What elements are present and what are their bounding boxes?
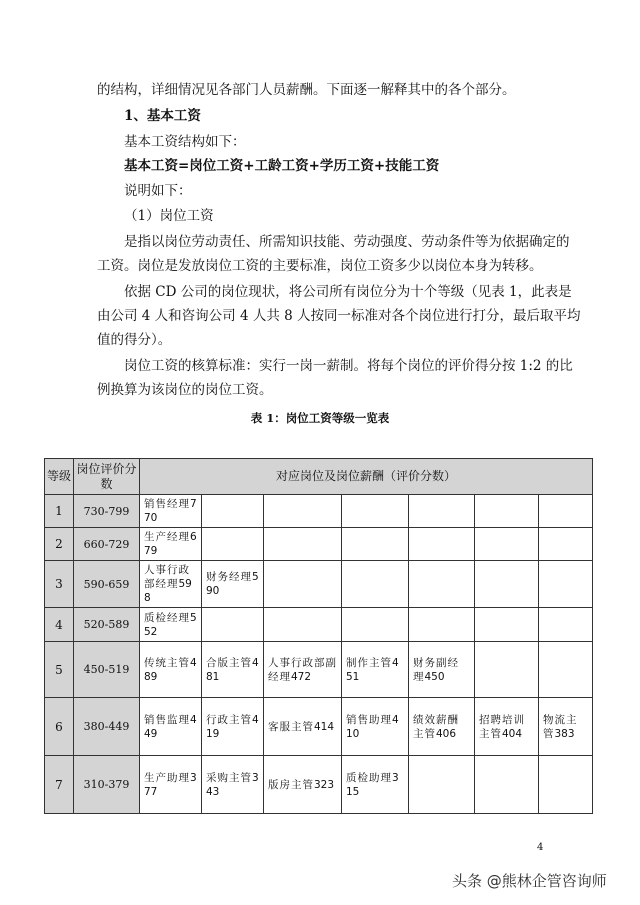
position-cell xyxy=(140,528,202,561)
range-cell: 730-799 xyxy=(74,495,140,528)
position-cell xyxy=(202,561,264,608)
position-score: 481 xyxy=(206,656,259,683)
level-cell: 4 xyxy=(45,608,74,642)
range-cell: 590-659 xyxy=(74,561,140,608)
header-range: 岗位评价分数 xyxy=(74,459,140,495)
level-cell: 2 xyxy=(45,528,74,561)
position-cell xyxy=(140,608,202,642)
position-name: 客服主管 xyxy=(268,720,314,733)
header-positions: 对应岗位及岗位薪酬（评价分数） xyxy=(140,459,593,495)
position-name: 采购主管 xyxy=(206,771,252,784)
position-score: 383 xyxy=(554,727,575,740)
position-cell xyxy=(409,495,475,528)
position-cell xyxy=(475,561,539,608)
table-row xyxy=(45,528,593,561)
position-cell xyxy=(409,698,475,756)
position-cell xyxy=(140,495,202,528)
level-cell: 5 xyxy=(45,642,74,698)
position-cell xyxy=(342,608,409,642)
position-score: 679 xyxy=(144,531,197,557)
position-name: 生产助理 xyxy=(144,771,190,784)
position-score: 590 xyxy=(206,571,259,597)
position-cell xyxy=(539,608,593,642)
position-cell xyxy=(264,528,342,561)
position-cell xyxy=(342,495,409,528)
position-cell xyxy=(202,608,264,642)
position-cell xyxy=(140,561,202,608)
position-cell xyxy=(475,495,539,528)
position-cell xyxy=(475,608,539,642)
position-name: 招聘培训主管 xyxy=(479,713,525,740)
paragraph: 例换算为该岗位的岗位工资。 xyxy=(97,382,273,398)
position-name: 销售经理 xyxy=(144,498,190,510)
position-cell xyxy=(202,756,264,814)
position-score: 451 xyxy=(346,656,399,683)
position-cell xyxy=(342,561,409,608)
level-cell: 3 xyxy=(45,561,74,608)
position-cell xyxy=(342,698,409,756)
salary-grade-table xyxy=(44,458,593,814)
paragraph: 岗位工资的核算标准：实行一岗一薪制。将每个岗位的评价得分按 1:2 的比 xyxy=(124,358,573,374)
table-row xyxy=(45,561,593,608)
position-cell xyxy=(264,642,342,698)
position-name: 传统主管 xyxy=(144,656,190,669)
position-cell xyxy=(475,756,539,814)
paragraph: 的结构，详细情况见各部门人员薪酬。下面逐一解释其中的各个部分。 xyxy=(97,82,516,98)
position-cell xyxy=(140,756,202,814)
position-name: 人事行政部副经理 xyxy=(268,656,337,683)
paragraph: 基本工资结构如下： xyxy=(124,134,246,150)
position-cell xyxy=(202,698,264,756)
table-caption: 表 1：岗位工资等级一览表 xyxy=(250,411,390,425)
table-row xyxy=(45,698,593,756)
range-cell: 450-519 xyxy=(74,642,140,698)
table-row xyxy=(45,642,593,698)
position-cell xyxy=(539,698,593,756)
position-score: 472 xyxy=(291,670,312,683)
position-cell xyxy=(264,756,342,814)
position-score: 419 xyxy=(206,713,259,740)
position-cell xyxy=(264,608,342,642)
level-cell: 1 xyxy=(45,495,74,528)
position-cell xyxy=(342,756,409,814)
position-score: 406 xyxy=(436,727,457,740)
position-cell xyxy=(409,608,475,642)
position-score: 449 xyxy=(144,713,197,740)
position-cell xyxy=(409,756,475,814)
level-cell: 6 xyxy=(45,698,74,756)
position-name: 绩效薪酬主管 xyxy=(413,713,459,740)
position-name: 质检经理 xyxy=(144,611,190,624)
position-cell xyxy=(539,528,593,561)
position-name: 销售监理 xyxy=(144,713,190,726)
position-cell xyxy=(539,561,593,608)
position-cell xyxy=(475,642,539,698)
position-score: 343 xyxy=(206,771,259,798)
paragraph: 由公司 4 人和咨询公司 4 人共 8 人按同一标准对各个岗位进行打分，最后取平均 xyxy=(97,308,581,324)
position-name: 行政主管 xyxy=(206,713,252,726)
position-cell xyxy=(409,528,475,561)
position-score: 598 xyxy=(144,578,192,604)
position-score: 404 xyxy=(502,727,523,740)
section-heading: 1、基本工资 xyxy=(124,108,201,124)
position-cell xyxy=(140,698,202,756)
position-score: 552 xyxy=(144,611,197,638)
position-score: 770 xyxy=(144,498,197,524)
range-cell: 660-729 xyxy=(74,528,140,561)
table-row xyxy=(45,495,593,528)
position-name: 质检助理 xyxy=(346,771,392,784)
position-name: 制作主管 xyxy=(346,656,392,669)
position-cell xyxy=(539,756,593,814)
position-cell xyxy=(409,561,475,608)
position-score: 414 xyxy=(314,720,335,733)
page-number: 4 xyxy=(537,842,544,853)
position-cell xyxy=(140,642,202,698)
formula: 基本工资=岗位工资+工龄工资+学历工资+技能工资 xyxy=(124,158,440,174)
level-cell: 7 xyxy=(45,756,74,814)
position-cell xyxy=(475,698,539,756)
position-cell xyxy=(264,495,342,528)
position-name: 销售助理 xyxy=(346,713,392,726)
range-cell: 520-589 xyxy=(74,608,140,642)
position-name: 生产经理 xyxy=(144,531,190,543)
position-name: 物流主管 xyxy=(543,713,578,740)
subsection-heading: （1）岗位工资 xyxy=(124,208,214,224)
paragraph: 是指以岗位劳动责任、所需知识技能、劳动强度、劳动条件等为依据确定的 xyxy=(124,234,570,250)
position-name: 人事行政部经理 xyxy=(144,564,190,590)
range-cell: 310-379 xyxy=(74,756,140,814)
position-name: 财务经理 xyxy=(206,571,252,583)
position-cell xyxy=(342,642,409,698)
position-cell xyxy=(475,528,539,561)
position-name: 财务副经理 xyxy=(413,656,459,683)
position-name: 合版主管 xyxy=(206,656,252,669)
paragraph: 值的得分）。 xyxy=(97,332,172,348)
position-score: 323 xyxy=(314,778,335,791)
watermark: 头条 @熊林企管咨询师 xyxy=(452,872,607,890)
position-cell xyxy=(539,642,593,698)
paragraph: 工资。岗位是发放岗位工资的主要标准，岗位工资多少以岗位本身为转移。 xyxy=(97,258,543,274)
table-row xyxy=(45,608,593,642)
position-cell xyxy=(202,642,264,698)
position-cell xyxy=(342,528,409,561)
paragraph: 说明如下： xyxy=(124,183,192,199)
range-cell: 380-449 xyxy=(74,698,140,756)
table-row xyxy=(45,756,593,814)
position-name: 版房主管 xyxy=(268,778,314,791)
position-cell xyxy=(264,561,342,608)
position-score: 410 xyxy=(346,713,399,740)
position-score: 489 xyxy=(144,656,197,683)
position-cell xyxy=(409,642,475,698)
position-score: 450 xyxy=(424,670,445,683)
paragraph: 依据 CD 公司的岗位现状，将公司所有岗位分为十个等级（见表 1，此表是 xyxy=(124,284,572,300)
position-score: 315 xyxy=(346,771,399,798)
position-score: 377 xyxy=(144,771,197,798)
position-cell xyxy=(202,495,264,528)
position-cell xyxy=(539,495,593,528)
header-level: 等级 xyxy=(45,459,74,495)
position-cell xyxy=(264,698,342,756)
position-cell xyxy=(202,528,264,561)
